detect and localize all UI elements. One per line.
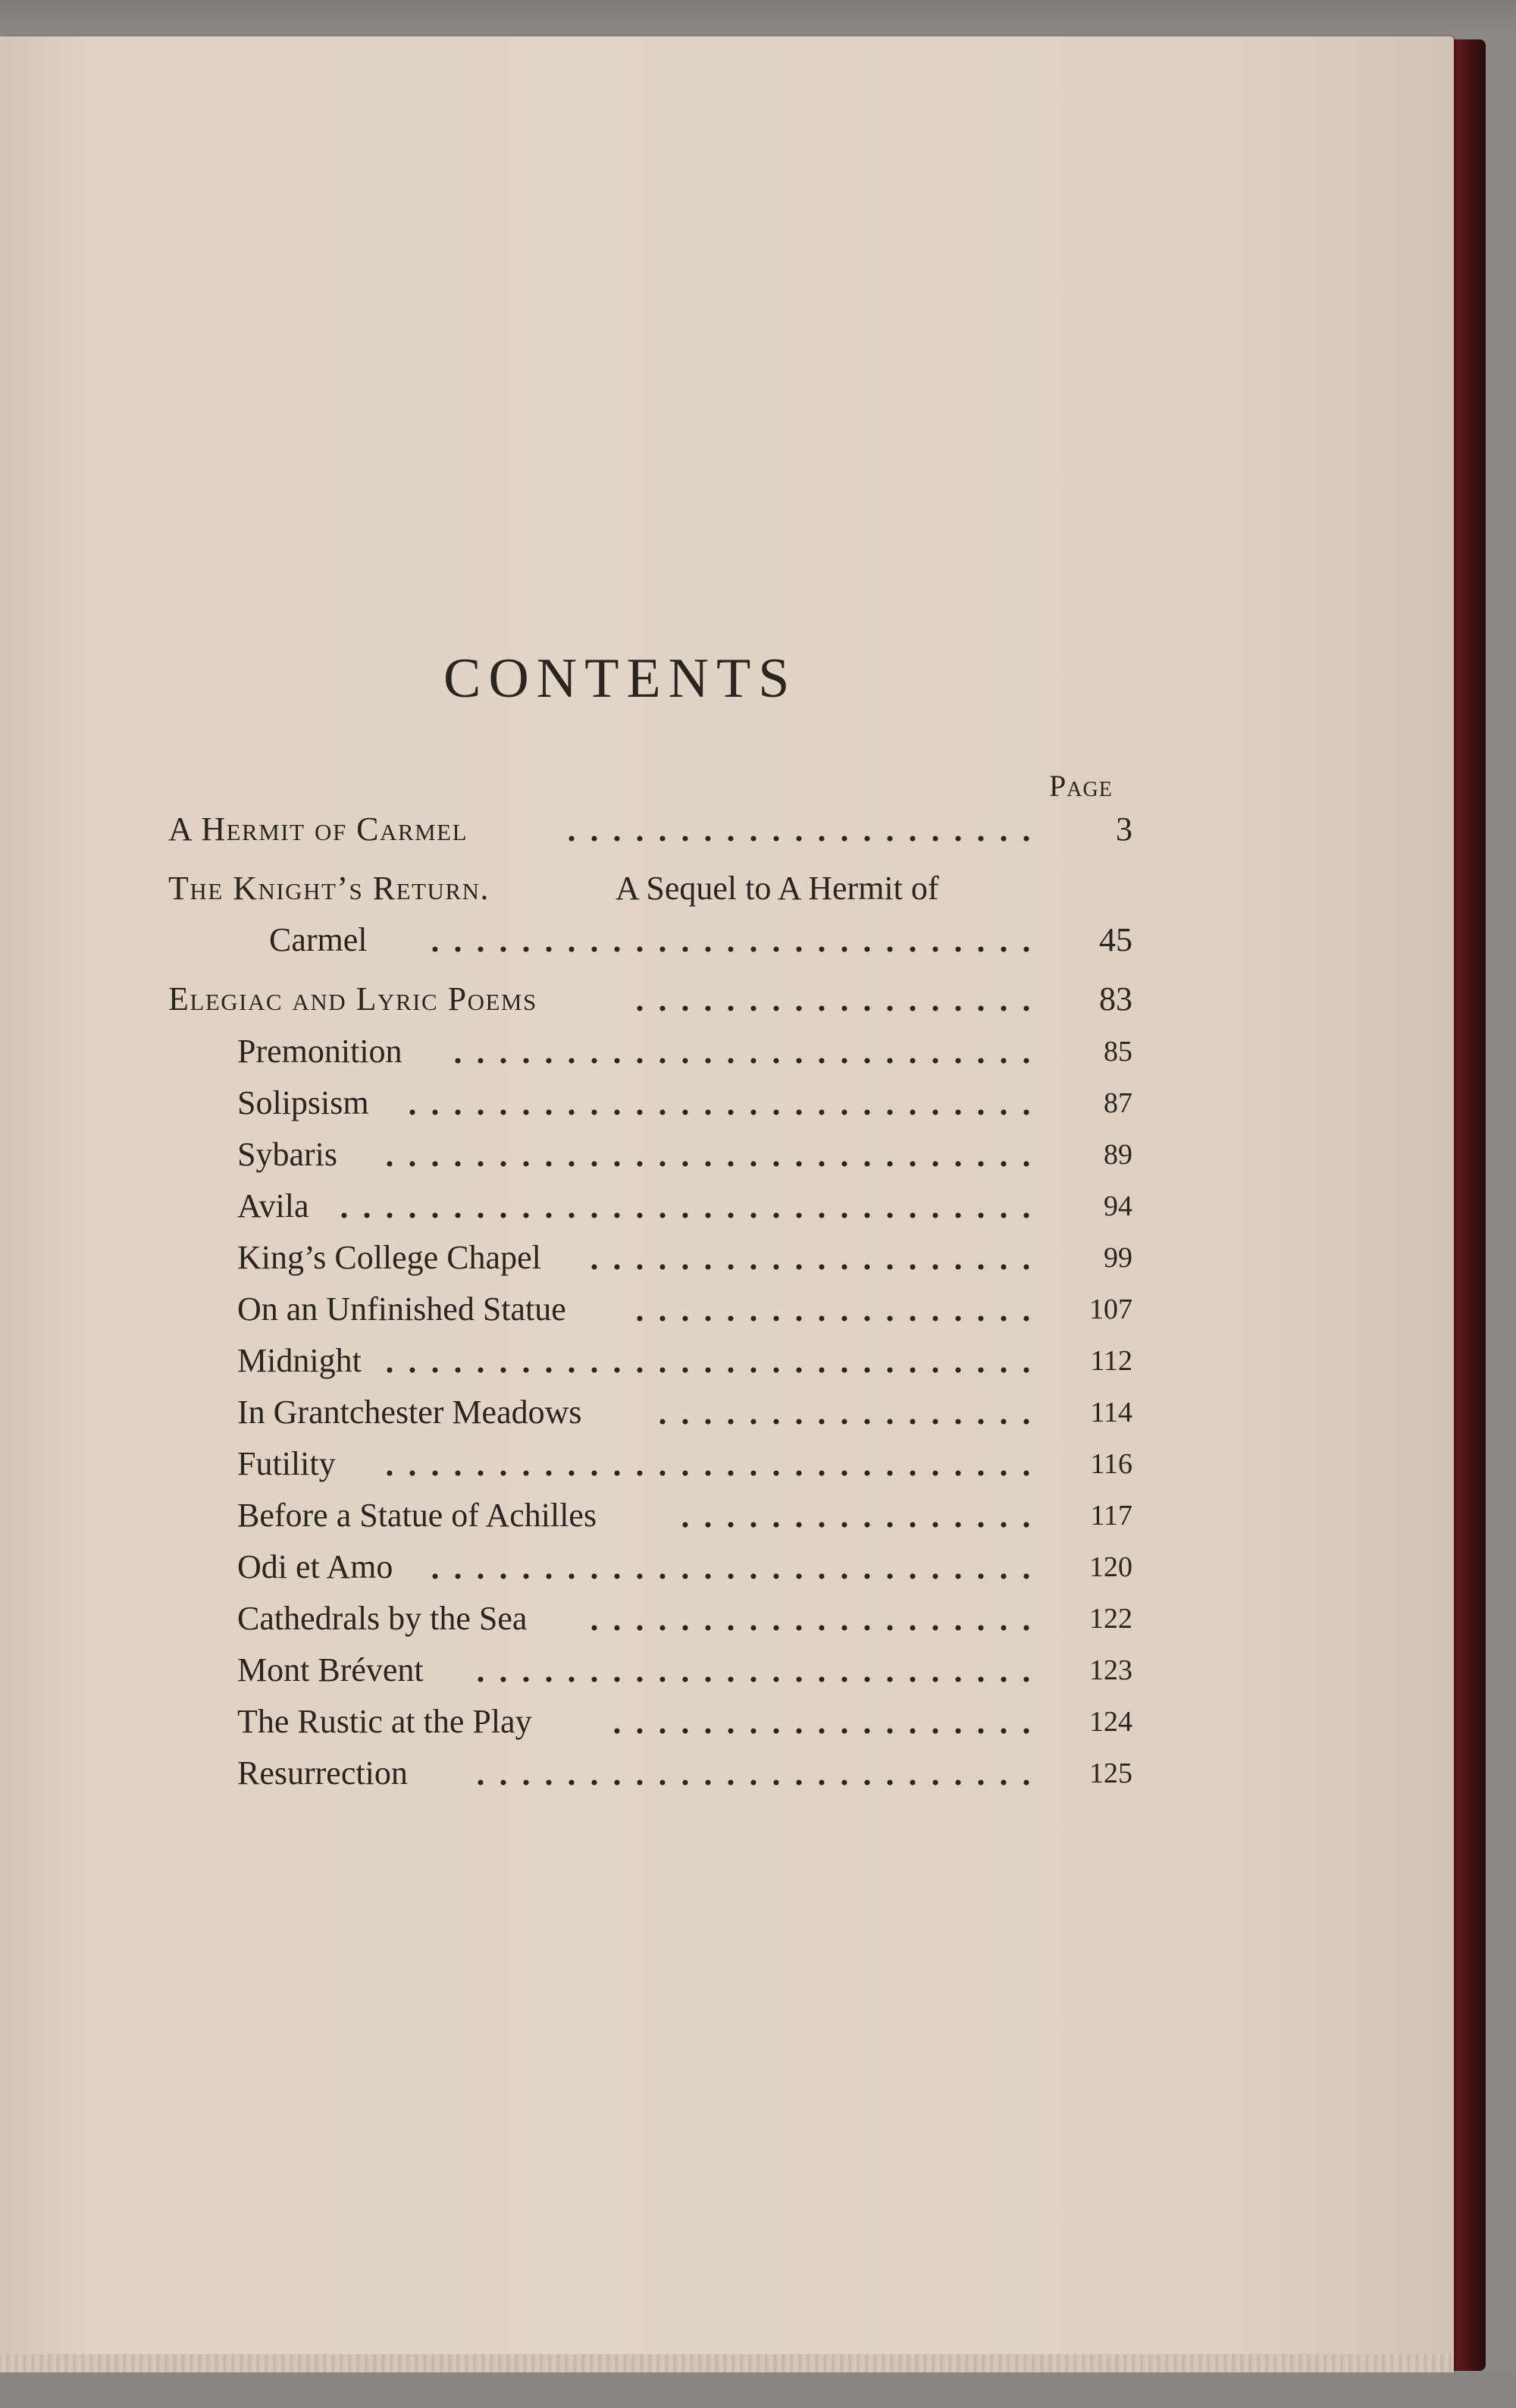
entry-page-number: 120 [1089, 1551, 1132, 1583]
entry-title: Elegiac and Lyric Poems [168, 980, 537, 1017]
page-column-heading: Page [1049, 769, 1113, 803]
toc-entry [0, 1594, 1516, 1643]
entry-title: Before a Statue of Achilles [237, 1497, 597, 1534]
entry-page-number: 99 [1104, 1242, 1132, 1274]
toc-entry [0, 1646, 1516, 1695]
dot-leader [644, 1388, 1042, 1437]
entry-page-number: 94 [1104, 1190, 1132, 1222]
entry-page-number: 89 [1104, 1139, 1132, 1171]
entry-page-number: 107 [1089, 1293, 1132, 1325]
dot-leader [591, 1594, 1042, 1643]
entry-page-number: 123 [1089, 1654, 1132, 1686]
entry-title: Odi et Amo [237, 1548, 393, 1585]
entry-title: The Knight’s Return. [168, 870, 490, 907]
entry-page-number: 116 [1090, 1448, 1132, 1480]
entry-title: Mont Brévent [237, 1651, 424, 1688]
entry-page-number: 114 [1090, 1397, 1132, 1428]
entry-page-number: 87 [1104, 1087, 1132, 1119]
toc-entry [0, 864, 1516, 913]
toc-entry [0, 1491, 1516, 1540]
entry-page-number: 124 [1089, 1706, 1132, 1738]
entry-page-number: 85 [1104, 1036, 1132, 1068]
entry-title: On an Unfinished Statue [237, 1290, 566, 1328]
dot-leader [383, 1337, 1042, 1385]
entry-title: Resurrection [237, 1754, 408, 1792]
entry-page-number: 45 [1099, 921, 1132, 958]
toc-entry [0, 1182, 1516, 1231]
entry-title: In Grantchester Meadows [237, 1394, 582, 1431]
dot-leader [421, 916, 1042, 964]
toc-entry-continuation [0, 916, 1516, 964]
entry-title: Cathedrals by the Sea [237, 1600, 528, 1637]
toc-entry [0, 1234, 1516, 1282]
entry-page-number: 83 [1099, 980, 1132, 1017]
toc-entry [0, 1543, 1516, 1591]
dot-leader [428, 1543, 1042, 1591]
toc-entry [0, 1079, 1516, 1127]
entry-title: Sybaris [237, 1136, 337, 1173]
dot-leader [682, 1491, 1042, 1540]
toc-entry [0, 1130, 1516, 1179]
entry-title: Midnight [237, 1342, 362, 1379]
entry-title: The Rustic at the Play [237, 1703, 532, 1740]
toc-entry [0, 1698, 1516, 1746]
dot-leader [470, 1749, 1042, 1798]
toc-entry [0, 1388, 1516, 1437]
dot-leader [409, 1079, 1042, 1127]
entry-page-number: 3 [1116, 811, 1132, 848]
entry-title: Avila [237, 1187, 309, 1224]
dot-leader [451, 1027, 1042, 1076]
dot-leader [637, 1285, 1042, 1334]
entry-page-number: 117 [1090, 1500, 1132, 1532]
entry-page-number: 112 [1090, 1345, 1132, 1377]
toc-entry [0, 975, 1516, 1024]
entry-title: Solipsism [237, 1084, 369, 1121]
dot-leader [379, 1440, 1042, 1488]
toc-entry [0, 1440, 1516, 1488]
entry-title: Premonition [237, 1033, 402, 1070]
toc-entry [0, 1285, 1516, 1334]
dot-leader [470, 1646, 1042, 1695]
entry-title: A Hermit of Carmel [168, 811, 468, 848]
entry-subtitle: A Sequel to A Hermit of [615, 870, 939, 907]
dot-leader [633, 975, 1042, 1024]
dot-leader [553, 805, 1042, 854]
dot-leader [375, 1130, 1042, 1179]
toc-entry [0, 1027, 1516, 1076]
entry-title-continued: Carmel [269, 921, 368, 958]
entry-page-number: 125 [1089, 1757, 1132, 1789]
dot-leader [599, 1698, 1042, 1746]
entry-title: Futility [237, 1445, 336, 1482]
entry-title: King’s College Chapel [237, 1239, 541, 1276]
contents-title: CONTENTS [443, 647, 797, 710]
toc-entry [0, 1749, 1516, 1798]
toc-entry [0, 805, 1516, 854]
toc-entry [0, 1337, 1516, 1385]
entry-page-number: 122 [1089, 1603, 1132, 1635]
dot-leader [591, 1234, 1042, 1282]
dot-leader [334, 1182, 1042, 1231]
